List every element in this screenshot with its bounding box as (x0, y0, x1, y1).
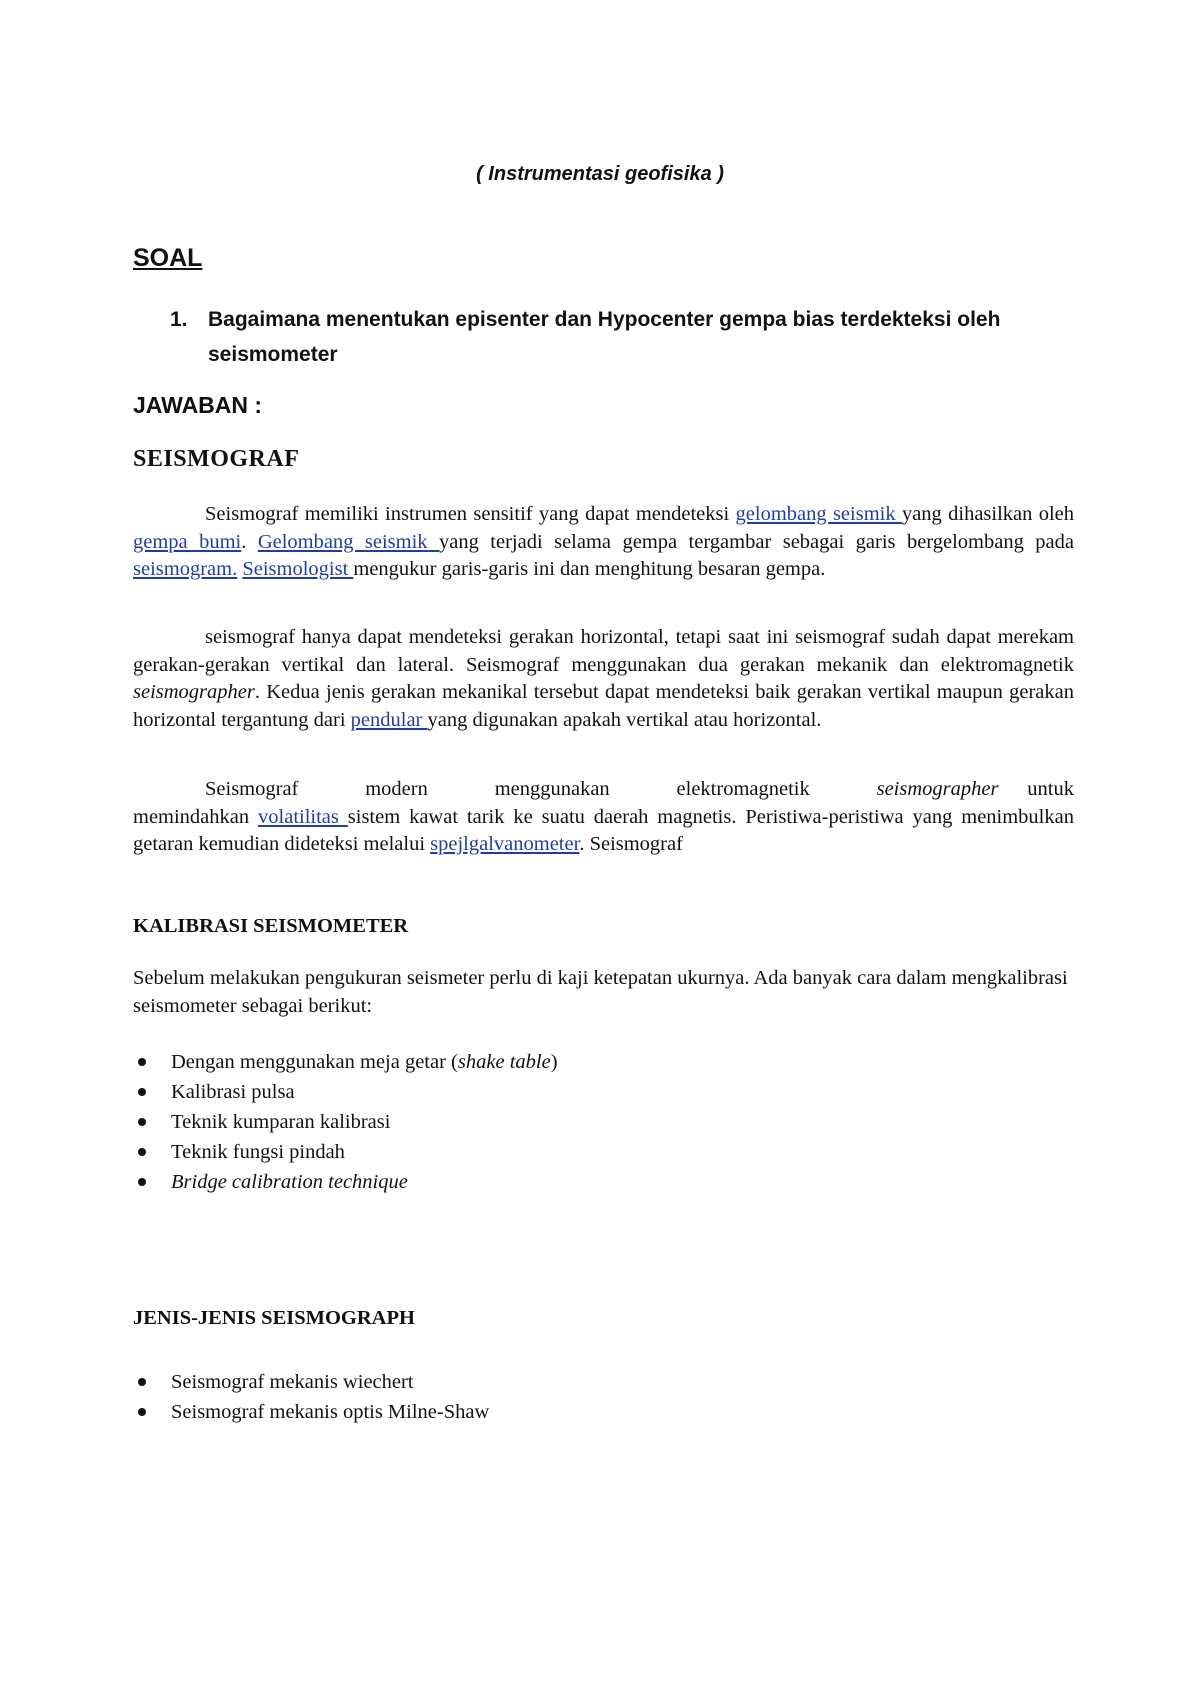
paragraph-text: . (241, 530, 258, 553)
link-pendular[interactable]: pendular (350, 708, 428, 731)
link-gelombang-seismik-2[interactable]: Gelombang seismik (257, 530, 439, 553)
list-item-text: Kalibrasi pulsa (171, 1081, 295, 1103)
bullet-icon (138, 1148, 146, 1156)
question-item (133, 302, 1033, 372)
link-volatilitas[interactable]: volatilitas (258, 805, 348, 828)
list-item (133, 1397, 489, 1427)
paragraph-text: seismograf hanya dapat mendeteksi gerakan horizontal, tetapi saat ini seismograf sudah dapat merekam gerakan-gerakan vertikal dan lateral. Seismograf menggunakan dua gerakan mekanik dan elektromagnetik (133, 626, 1074, 676)
bullet-icon (138, 1058, 146, 1066)
list-item-text: Bridge calibration technique (171, 1171, 408, 1193)
paragraph-text: mengukur garis-garis ini dan menghitung besaran gempa. (353, 558, 826, 580)
list-item (133, 1367, 489, 1397)
kalibrasi-list (133, 1047, 558, 1197)
kalibrasi-heading: KALIBRASI SEISMOMETER (133, 915, 409, 937)
question-text: Bagaimana menentukan episenter dan Hypocenter gempa bias terdekteksi oleh seismometer (208, 308, 1001, 366)
jenis-heading: JENIS-JENIS SEISMOGRAPH (133, 1307, 415, 1329)
italic-term: shake table (457, 1051, 551, 1073)
paragraph-text: Seismograf modern menggunakan elektromagnetik (205, 778, 877, 800)
list-item-text: ) (550, 1051, 558, 1073)
bullet-icon (138, 1118, 146, 1126)
paragraph-seismograf-gerakan (133, 624, 1074, 734)
paragraph-text: yang terjadi selama gempa tergambar sebagai garis bergelombang pada (439, 530, 1074, 553)
jenis-list (133, 1367, 489, 1427)
paragraph-seismograf-modern (133, 776, 1074, 859)
italic-term: seismographer (133, 681, 255, 703)
paragraph-text: sistem kawat tarik ke suatu daerah magnetis. Peristiwa-peristiwa yang menimbulkan getaran kemudian dideteksi melalui (133, 805, 1074, 855)
list-item (133, 1047, 558, 1077)
list-item-text: Teknik kumparan kalibrasi (171, 1111, 391, 1133)
paragraph-text: Seismograf memiliki instrumen sensitif yang dapat mendeteksi (205, 503, 736, 525)
bullet-icon (138, 1088, 146, 1096)
list-item-text: Teknik fungsi pindah (171, 1141, 345, 1163)
list-item (133, 1137, 558, 1167)
question-number: 1. (170, 308, 188, 331)
bullet-icon (138, 1408, 146, 1416)
soal-heading: SOAL (133, 244, 203, 272)
document-subtitle: ( Instrumentasi geofisika ) (476, 163, 724, 185)
italic-term: seismographer (876, 778, 999, 800)
seismograf-heading: SEISMOGRAF (133, 446, 300, 472)
link-gelombang-seismik[interactable]: gelombang seismik (735, 503, 902, 525)
paragraph-seismograf-intro (133, 501, 1074, 584)
kalibrasi-intro: Sebelum melakukan pengukuran seismeter perlu di kaji ketepatan ukurnya. Ada banyak cara dalam mengkalibrasi seismometer sebagai berikut: (133, 967, 1068, 1017)
list-item-text: Seismograf mekanis optis Milne-Shaw (171, 1401, 490, 1423)
paragraph-text: yang dihasilkan oleh (901, 503, 1075, 525)
paragraph-text: yang digunakan apakah vertikal atau horizontal. (427, 708, 822, 731)
bullet-icon (138, 1378, 146, 1386)
bullet-icon (138, 1178, 146, 1186)
link-gempa-bumi[interactable]: gempa bumi (133, 530, 242, 553)
paragraph-text: . Seismograf (579, 833, 683, 855)
list-item-text: Seismograf mekanis wiechert (171, 1371, 414, 1393)
list-item (133, 1077, 558, 1107)
list-item (133, 1107, 558, 1137)
list-item (133, 1167, 558, 1197)
paragraph-text: untuk memindahkan (133, 778, 1074, 828)
paragraph-text: . Kedua jenis gerakan mekanikal tersebut dapat mendeteksi baik gerakan vertikal maupun gerakan horizontal tergantung dari (133, 681, 1074, 731)
link-seismogram[interactable]: seismogram. (133, 558, 238, 580)
link-seismologist[interactable]: Seismologist (242, 558, 354, 580)
link-spejlgalvanometer[interactable]: spejlgalvanometer (430, 833, 580, 855)
jawaban-heading: JAWABAN : (133, 392, 263, 418)
list-item-text: Dengan menggunakan meja getar ( (171, 1051, 458, 1073)
